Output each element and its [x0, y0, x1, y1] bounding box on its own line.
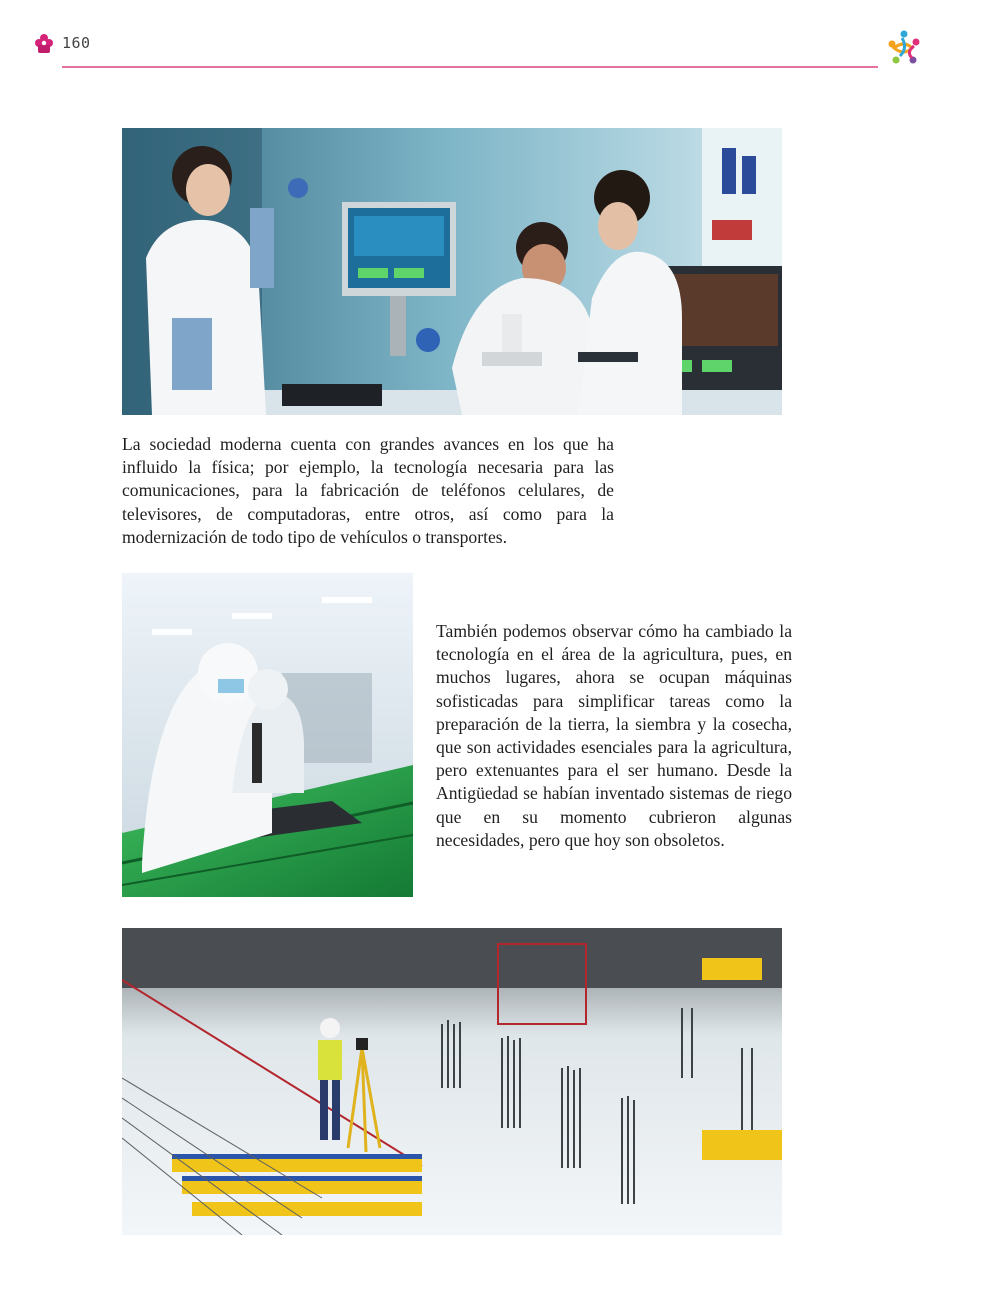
- page-number: 160: [62, 34, 91, 52]
- colorful-figures-logo-icon: [882, 26, 926, 70]
- construction-site-surveyor-photo: [122, 928, 782, 1235]
- flower-emblem-icon: [34, 33, 54, 55]
- cleanroom-technicians-photo: [122, 573, 413, 897]
- paragraph-agriculture-technology: También podemos observar cómo ha cambiado la tecnología en el área de la agricultura, pues, en muchos lugares, ahora se ocupan máquinas sofisticadas para simplificar tareas como la preparación de la tierra, la siembra y la cosecha, que son actividades esenciales para la agricultura, pero extenuantes para el ser humano. Desde la Antigüedad se habían inventado sistemas de riego que en su momento cubrieron algunas necesidades, pero que hoy son obsoletos.: [436, 621, 792, 850]
- paragraph-modern-society: La sociedad moderna cuenta con grandes avances en los que ha influido la física; por ejemplo, la tecnología necesaria para las comunicaciones, para la fabricación de teléfonos celulares, de televisores, de computadoras, entre otros, así como para la modernización de todo tipo de vehículos o transportes.: [122, 434, 614, 547]
- header-rule: [62, 66, 878, 68]
- laboratory-scientists-photo: [122, 128, 782, 415]
